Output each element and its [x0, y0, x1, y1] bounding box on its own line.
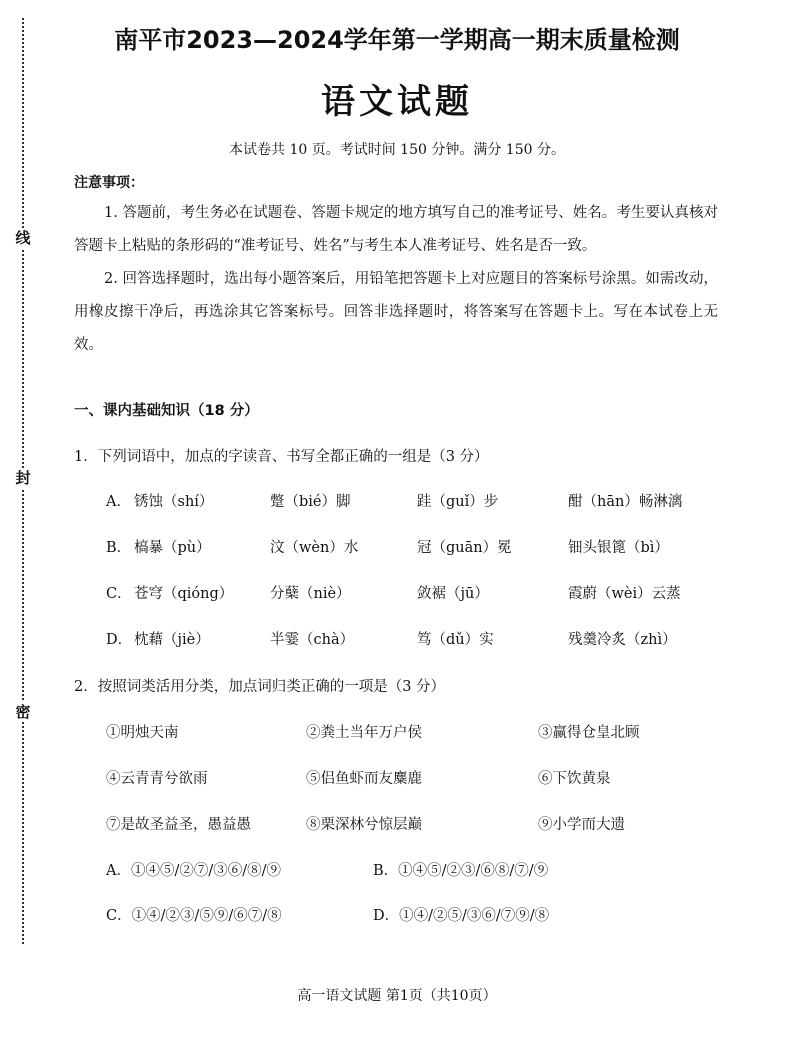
q2-items-row-2	[0, 767, 794, 791]
q2-item: ②粪土当年万户侯	[306, 725, 422, 741]
option-cell: 半霎（chà）	[270, 632, 355, 648]
q2-choice-d: D．①④/②⑤/③⑥/⑦⑨/⑧	[373, 908, 550, 924]
q1-option-c	[0, 582, 794, 606]
option-cell: 冠（guān）冕	[417, 540, 512, 556]
option-cell: 枕藉（jiè）	[134, 632, 210, 648]
option-letter: D．	[106, 632, 133, 648]
q2-item: ④云青青兮欲雨	[106, 771, 208, 787]
q1-option-b	[0, 536, 794, 560]
option-cell: 锈蚀（shí）	[134, 494, 214, 510]
option-cell: 敛裾（jū）	[417, 586, 489, 602]
option-cell: 槁暴（pù）	[134, 540, 211, 556]
notes-heading: 注意事项：	[74, 175, 144, 191]
q1-option-d	[0, 628, 794, 652]
option-cell: 汶（wèn）水	[270, 540, 359, 556]
q2-item: ③赢得仓皇北顾	[538, 725, 640, 741]
option-cell: 跬（guǐ）步	[417, 494, 499, 510]
binding-label-feng: 封	[13, 468, 33, 488]
binding-label-mi: 密	[13, 702, 33, 722]
option-cell: 霞蔚（wèi）云蒸	[568, 586, 681, 602]
option-letter: C．	[106, 586, 132, 602]
note-item-2: 2. 回答选择题时，选出每小题答案后，用铅笔把答题卡上对应题目的答案标号涂黑。如需改动，用橡皮擦干净后，再选涂其它答案标号。回答非选择题时，将答案写在答题卡上。写在本试卷上无效。	[74, 271, 718, 353]
option-cell: 苍穹（qióng）	[134, 586, 234, 602]
option-letter: A．	[106, 494, 131, 510]
q2-items-row-1	[0, 721, 794, 745]
option-cell: 笃（dǔ）实	[417, 632, 494, 648]
q2-item: ⑨小学而大遗	[538, 817, 625, 833]
q2-choice-b: B．①④⑤/②③/⑥⑧/⑦/⑨	[373, 863, 549, 879]
q1-option-a	[0, 490, 794, 514]
q2-choice-a: A．①④⑤/②⑦/③⑥/⑧/⑨	[106, 863, 282, 879]
exam-info: 本试卷共 10 页。考试时间 150 分钟。满分 150 分。	[229, 142, 565, 158]
section-heading: 一、课内基础知识（18 分）	[74, 403, 259, 419]
option-letter: B．	[106, 540, 132, 556]
option-cell: 酣（hān）畅淋漓	[568, 494, 683, 510]
q2-item: ⑦是故圣益圣，愚益愚	[106, 817, 251, 833]
page-footer: 高一语文试题 第1页（共10页）	[297, 988, 497, 1004]
subject-title: 语文试题	[321, 82, 473, 122]
option-cell: 残羹冷炙（zhì）	[568, 632, 677, 648]
option-cell: 分蘖（niè）	[270, 586, 351, 602]
option-cell: 钿头银篦（bì）	[568, 540, 669, 556]
question-2-stem: 2．按照词类活用分类，加点词归类正确的一项是（3 分）	[74, 679, 446, 695]
option-cell: 蹩（bié）脚	[270, 494, 351, 510]
binding-label-xian: 线	[13, 228, 33, 248]
note-item-1: 1. 答题前，考生务必在试题卷、答题卡规定的地方填写自己的准考证号、姓名。考生要认真核对答题卡上粘贴的条形码的“准考证号、姓名”与考生本人准考证号、姓名是否一致。	[74, 205, 718, 254]
question-1-stem: 1．下列词语中，加点的字读音、书写全都正确的一组是（3 分）	[74, 449, 489, 465]
q2-item: ⑧栗深林兮惊层巅	[306, 817, 422, 833]
exam-title: 南平市2023—2024学年第一学期高一期末质量检测	[114, 26, 680, 54]
q2-choice-c: C．①④/②③/⑤⑨/⑥⑦/⑧	[106, 908, 282, 924]
q2-item: ⑤侣鱼虾而友麋鹿	[306, 771, 422, 787]
q2-items-row-3	[0, 813, 794, 837]
q2-item: ⑥下饮黄泉	[538, 771, 611, 787]
q2-item: ①明烛天南	[106, 725, 179, 741]
